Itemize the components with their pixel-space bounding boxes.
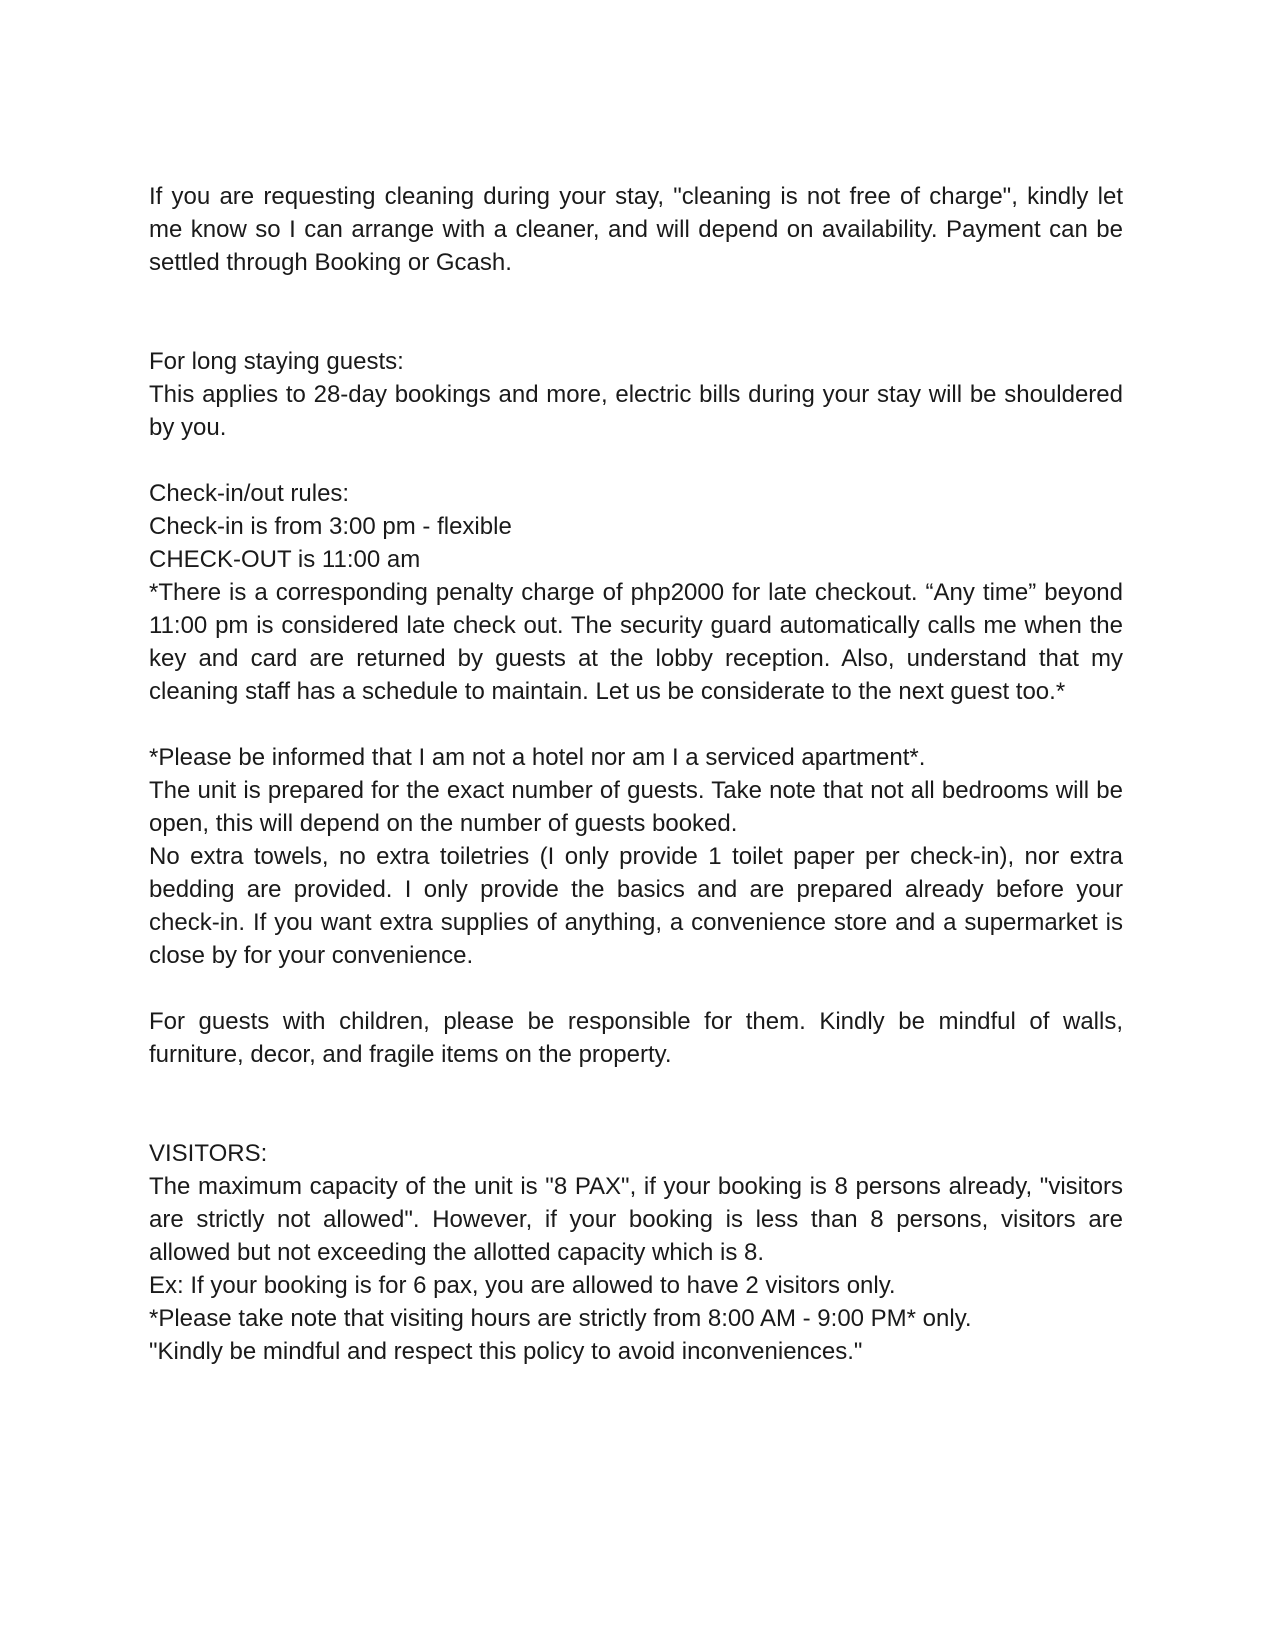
visitors-heading: VISITORS:: [149, 1140, 268, 1167]
guest-preparation-paragraph: The unit is prepared for the exact number of guests. Take note that not all bedrooms will be open, this will depend on the number of guests booked.: [149, 777, 1123, 837]
visiting-hours-line: *Please take note that visiting hours are strictly from 8:00 AM - 9:00 PM* only.: [149, 1305, 972, 1332]
visitors-capacity-paragraph: The maximum capacity of the unit is "8 PAX", if your booking is 8 persons already, "visitors are strictly not allowed". However, if your booking is less than 8 persons, visitors are allowed but not exceeding the allotted capacity which is 8.: [149, 1173, 1123, 1266]
cleaning-paragraph: If you are requesting cleaning during your stay, "cleaning is not free of charge", kindly let me know so I can arrange with a cleaner, and will depend on availability. Payment can be settled through Booking or Gcash.: [149, 183, 1123, 276]
check-in-line: Check-in is from 3:00 pm - flexible: [149, 513, 512, 540]
spacer: [149, 444, 1123, 477]
late-checkout-penalty-paragraph: *There is a corresponding penalty charge of php2000 for late checkout. “Any time” beyond 11:00 pm is considered late check out. The security guard automatically calls me when the key and card are returned by guests at the lobby reception. Also, understand that my cleaning staff has a schedule to maintain. Let us be considerate to the next guest too.*: [149, 579, 1123, 705]
not-hotel-notice: *Please be informed that I am not a hotel nor am I a serviced apartment*.: [149, 744, 926, 771]
spacer: [149, 1071, 1123, 1137]
visitors-example-line: Ex: If your booking is for 6 pax, you are allowed to have 2 visitors only.: [149, 1272, 896, 1299]
policy-reminder-line: "Kindly be mindful and respect this policy to avoid inconveniences.": [149, 1338, 863, 1365]
children-paragraph: For guests with children, please be responsible for them. Kindly be mindful of walls, furniture, decor, and fragile items on the property.: [149, 1008, 1123, 1068]
long-stay-paragraph: This applies to 28-day bookings and more, electric bills during your stay will be shouldered by you.: [149, 381, 1123, 441]
check-out-line: CHECK-OUT is 11:00 am: [149, 546, 421, 573]
no-extras-paragraph: No extra towels, no extra toiletries (I only provide 1 toilet paper per check-in), nor extra bedding are provided. I only provide the basics and are prepared already before your check-in. If you want extra supplies of anything, a convenience store and a supermarket is close by for your convenience.: [149, 843, 1123, 969]
spacer: [149, 279, 1123, 345]
spacer: [149, 708, 1123, 741]
check-rules-heading: Check-in/out rules:: [149, 480, 350, 507]
document-body: [149, 180, 1123, 1368]
long-stay-heading: For long staying guests:: [149, 348, 404, 375]
spacer: [149, 972, 1123, 1005]
